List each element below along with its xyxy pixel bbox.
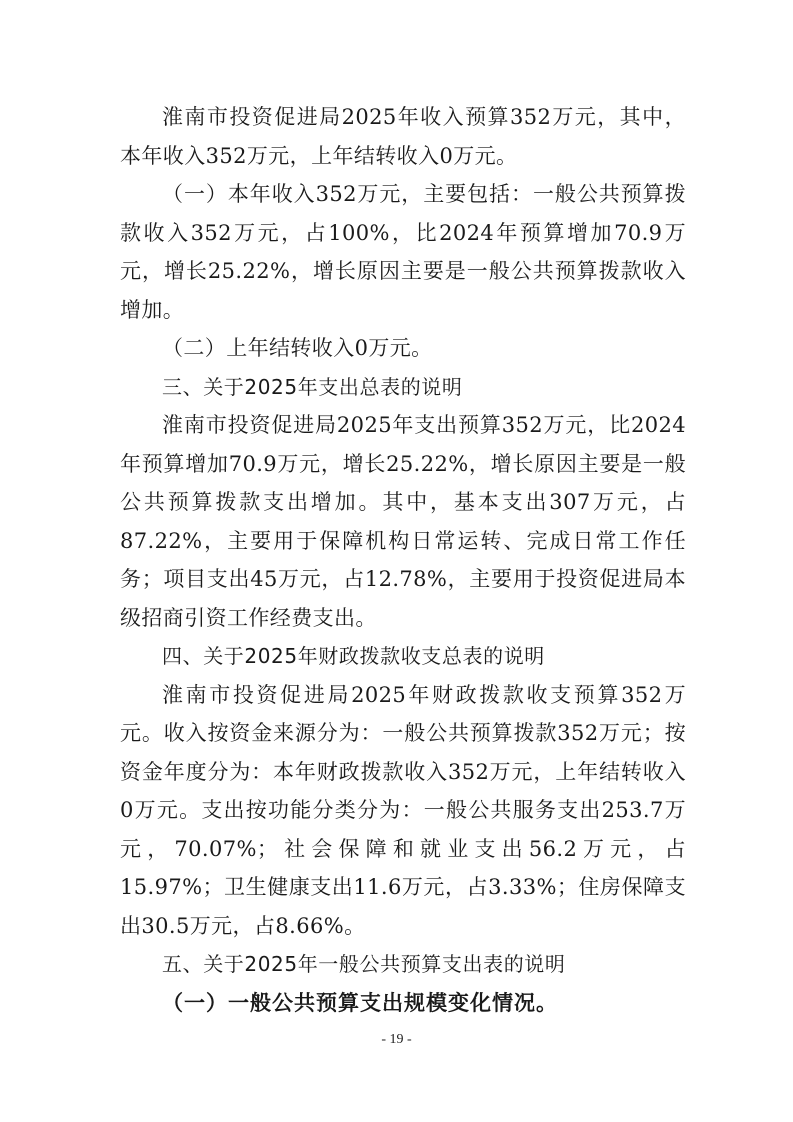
document-body [120,98,686,1022]
section-heading-general-budget: 五、关于2025年一般公共预算支出表的说明 [162,952,566,976]
subsection-heading-budget-change: （一）一般公共预算支出规模变化情况。 [162,990,558,1015]
section-heading-expenditure: 三、关于2025年支出总表的说明 [162,374,463,399]
page-number: - 19 - [381,1032,412,1047]
paragraph-income-summary: 淮南市投资促进局2025年收入预算352万元，其中，本年收入352万元，上年结转收入0万元。 [120,105,686,168]
paragraph-expenditure-summary: 淮南市投资促进局2025年支出预算352万元，比2024年预算增加70.9万元，增长25.22%，增长原因主要是一般公共预算拨款支出增加。其中，基本支出307万元，占87.22%，主要用于保障机构日常运转、完成日常工作任务；项目支出45万元，占12.78%，主要用于投资促进局本级招商引资工作经费支出。 [120,413,686,630]
section-heading-fiscal-appropriation: 四、关于2025年财政拨款收支总表的说明 [162,644,545,668]
paragraph-fiscal-appropriation: 淮南市投资促进局2025年财政拨款收支预算352万元。收入按资金来源分为：一般公共预算拨款352万元；按资金年度分为：本年财政拨款收入352万元，上年结转收入0万元。支出按功能分类分为：一般公共服务支出253.7万元，70.07%；社会保障和就业支出56.2万元，占15.97%；卫生健康支出11.6万元，占3.33%；住房保障支出30.5万元，占8.66%。 [120,682,686,938]
paragraph-current-year-income: （一）本年收入352万元，主要包括：一般公共预算拨款收入352万元，占100%，比2024年预算增加70.9万元，增长25.22%，增长原因主要是一般公共预算拨款收入增加。 [120,182,686,322]
paragraph-carryover-income: （二）上年结转收入0万元。 [162,336,433,360]
